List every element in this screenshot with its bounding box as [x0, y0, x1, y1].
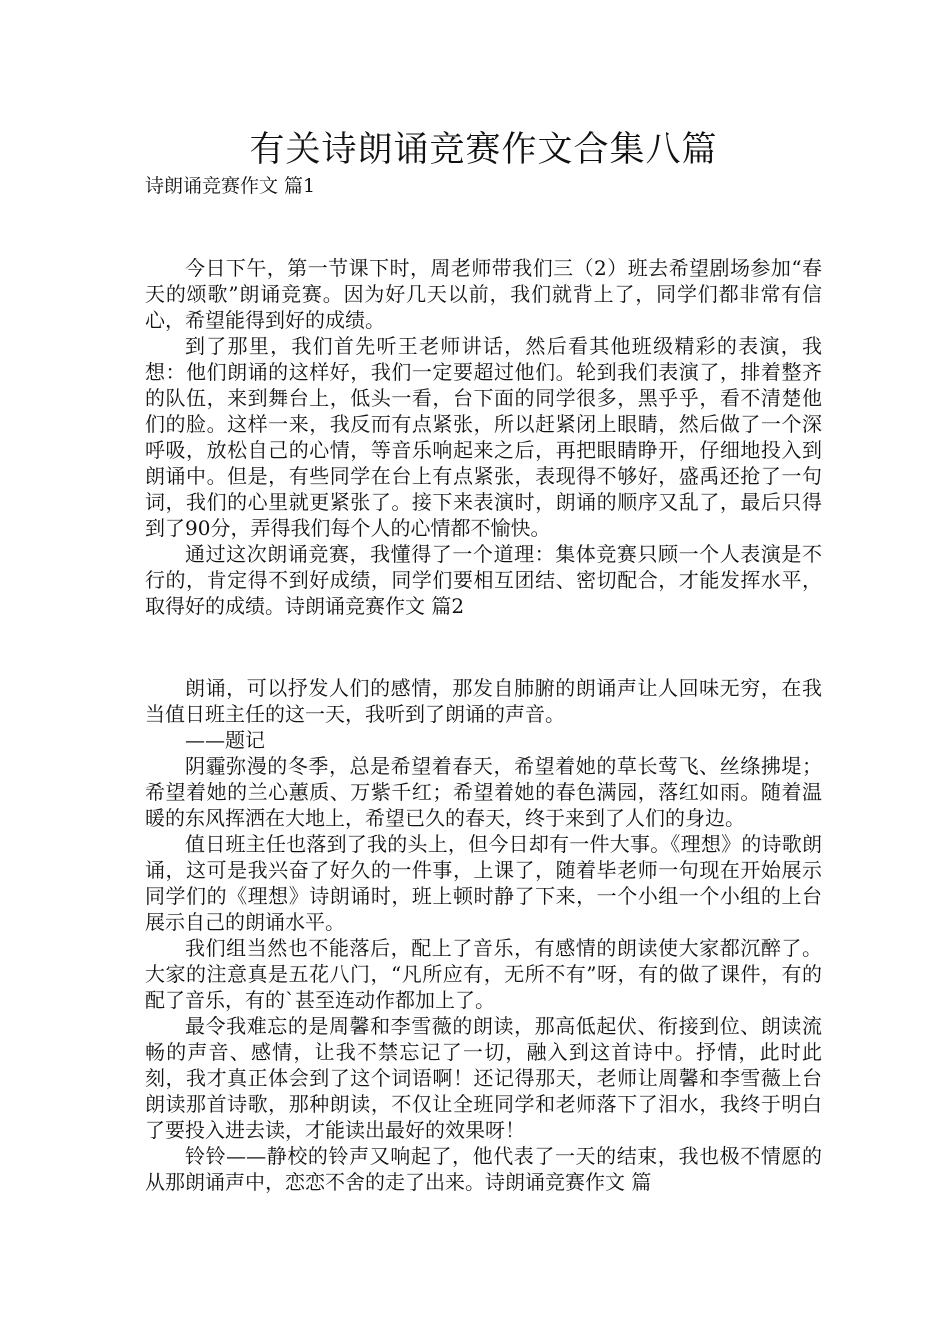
paragraph: 最令我难忘的是周馨和李雪薇的朗读，那高低起伏、衔接到位、朗读流畅的声音、感情，让我不禁忘记了一切，融入到这首诗中。抒情，此时此刻，我才真正体会到了这个词语啊！还记得那天，老师让周馨和李雪薇上台朗读那首诗歌，那种朗读，不仅让全班同学和老师落下了泪水，我终于明白了要投入进去读，才能读出最好的效果呀！	[145, 1014, 822, 1142]
paragraph: 朗诵，可以抒发人们的感情，那发自肺腑的朗诵声让人回味无穷，在我当值日班主任的这一天，我听到了朗诵的声音。	[145, 676, 822, 726]
spacer	[145, 619, 822, 675]
spacer	[145, 199, 822, 255]
paragraph: 铃铃——静校的铃声又响起了，他代表了一天的结束，我也极不情愿的从那朗诵声中，恋恋不舍的走了出来。诗朗诵竞赛作文 篇	[145, 1144, 822, 1194]
paragraph: 今日下午，第一节课下时，周老师带我们三（2）班去希望剧场参加“春天的颂歌”朗诵竞赛。因为好几天以前，我们就背上了，同学们都非常有信心，希望能得到好的成绩。	[145, 256, 822, 332]
paragraph: 通过这次朗诵竞赛，我懂得了一个道理：集体竞赛只顾一个人表演是不行的，肯定得不到好成绩，同学们要相互团结、密切配合，才能发挥水平，取得好的成绩。诗朗诵竞赛作文 篇2	[145, 542, 822, 618]
paragraph: 我们组当然也不能落后，配上了音乐，有感情的朗读使大家都沉醉了。大家的注意真是五花八门，“凡所应有，无所不有”呀，有的做了课件，有的配了音乐，有的`甚至连动作都加上了。	[145, 936, 822, 1012]
epigraph: ——题记	[185, 728, 265, 752]
paragraph: 值日班主任也落到了我的头上，但今日却有一件大事。《理想》的诗歌朗诵，这可是我兴奋了好久的一件事，上课了，随着毕老师一句现在开始展示同学们的《理想》诗朗诵时，班上顿时静了下来，一个小组一个小组的上台展示自己的朗诵水平。	[145, 832, 822, 934]
document-title: 有关诗朗诵竞赛作文合集八篇	[249, 130, 718, 170]
section-heading-1: 诗朗诵竞赛作文 篇1	[145, 175, 316, 197]
paragraph: 阴霾弥漫的冬季，总是希望着春天，希望着她的草长莺飞、丝绦拂堤；希望着她的兰心蕙质、万紫千红；希望着她的春色满园，落红如雨。随着温暖的东风挥洒在大地上，希望已久的春天，终于来到了人们的身边。	[145, 754, 822, 830]
paragraph: 到了那里，我们首先听王老师讲话，然后看其他班级精彩的表演，我想：他们朗诵的这样好，我们一定要超过他们。轮到我们表演了，排着整齐的队伍，来到舞台上，低头一看，台下面的同学很多，黑乎乎，看不清楚他们的脸。这样一来，我反而有点紧张，所以赶紧闭上眼睛，然后做了一个深呼吸，放松自己的心情，等音乐响起来之后，再把眼睛睁开，仔细地投入到朗诵中。但是，有些同学在台上有点紧张，表现得不够好，盛禹还抢了一句词，我们的心里就更紧张了。接下来表演时，朗诵的顺序又乱了，最后只得到了90分，弄得我们每个人的心情都不愉快。	[145, 334, 822, 540]
